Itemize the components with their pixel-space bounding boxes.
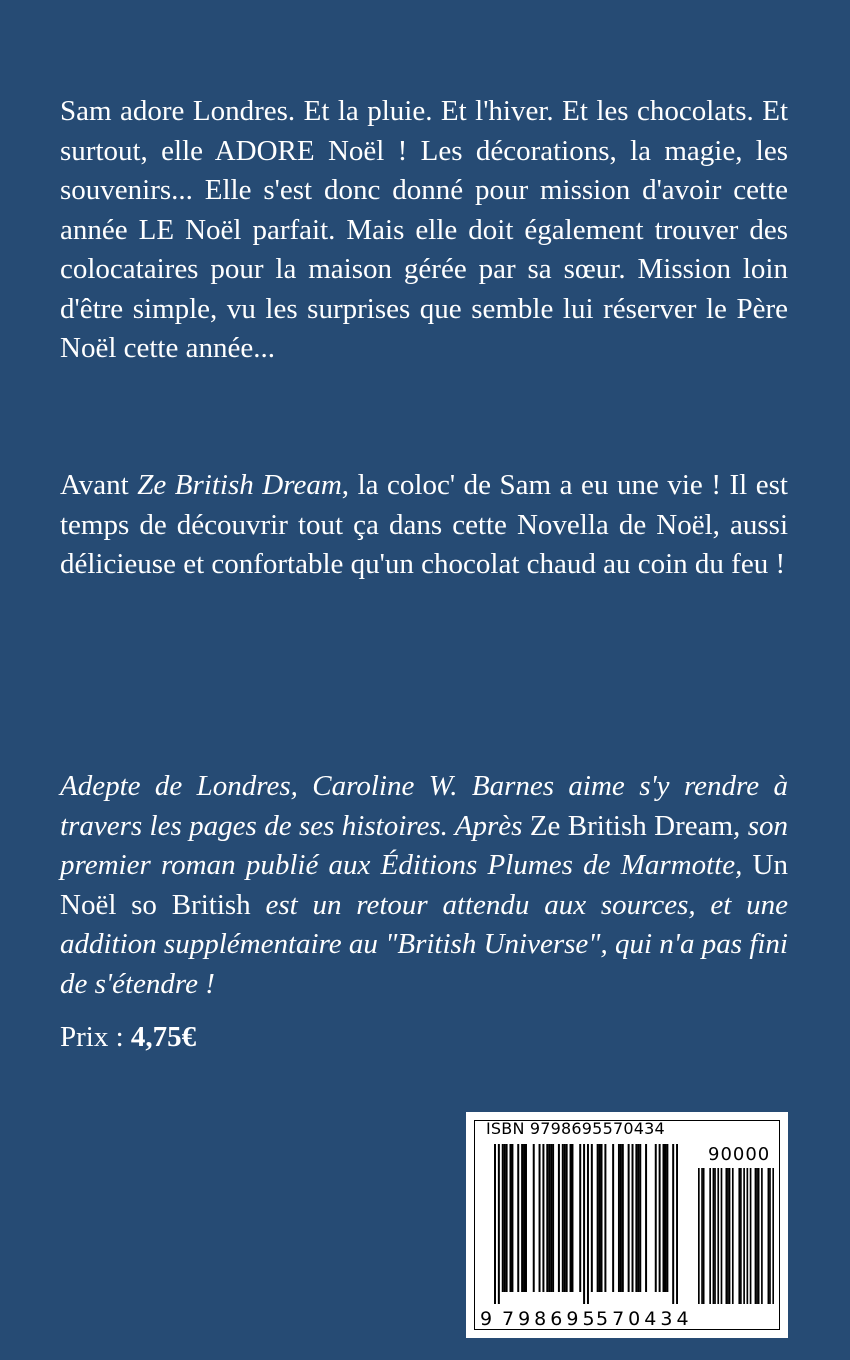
barcode-bar: [498, 1144, 500, 1304]
barcode-bar: [637, 1144, 639, 1292]
addon-barcode-bars: [698, 1168, 774, 1304]
isbn-label: ISBN 9798695570434: [486, 1119, 665, 1138]
barcode-bar: [639, 1144, 641, 1292]
barcode-bar: [539, 1144, 541, 1292]
barcode-bar: [562, 1144, 564, 1292]
barcode-bar: [676, 1144, 678, 1304]
addon-bar: [743, 1168, 745, 1304]
barcode-bar: [659, 1144, 661, 1292]
barcode-bar: [664, 1144, 666, 1292]
barcode-digit-first: 9: [480, 1308, 493, 1330]
barcode-bar: [666, 1144, 668, 1292]
barcode-bar: [571, 1144, 573, 1292]
barcode-bar: [523, 1144, 525, 1292]
barcode-bar: [494, 1144, 496, 1304]
barcode-bar: [566, 1144, 568, 1292]
barcode-bar: [564, 1144, 566, 1292]
addon-bar: [698, 1168, 700, 1304]
addon-bar: [740, 1168, 742, 1304]
barcode-bar: [502, 1144, 504, 1292]
addon-bar: [709, 1168, 711, 1304]
barcode-bar: [579, 1144, 581, 1292]
isbn-barcode: [466, 1112, 788, 1338]
barcode-bar: [587, 1144, 589, 1304]
barcode-bar: [548, 1144, 550, 1292]
bio-part-3: est un retour attendu aux sources, et une addition supplémentaire au "British Universe", qui n'a pas fini de s'étendre !: [60, 888, 788, 1000]
addon-bar: [747, 1168, 749, 1304]
addon-number: 90000: [708, 1144, 771, 1165]
barcode-bar: [525, 1144, 527, 1292]
barcode-bar: [550, 1144, 552, 1292]
barcode-bar: [635, 1144, 637, 1292]
barcode-digits-right: 570434: [596, 1308, 693, 1330]
barcode-bar: [628, 1144, 630, 1292]
barcode-bar: [542, 1144, 544, 1292]
addon-bar: [701, 1168, 703, 1304]
blurb-lead: Avant: [60, 469, 138, 501]
blurb-rest: , la coloc' de Sam a eu une vie ! Il est temps de découvrir tout ça dans cette Novella de Noël, aussi délicieuse et confortable qu'un chocolat chaud au coin du feu !: [60, 469, 788, 580]
addon-bar: [772, 1168, 774, 1304]
bio-book-2: Un Noël so British: [60, 849, 788, 921]
barcode-bar: [672, 1144, 674, 1304]
addon-bar: [755, 1168, 757, 1304]
barcode-bar: [506, 1144, 508, 1292]
barcode-bar: [509, 1144, 511, 1292]
addon-bar: [750, 1168, 752, 1304]
addon-bar: [768, 1168, 770, 1304]
addon-bar: [714, 1168, 716, 1304]
addon-bar: [721, 1168, 723, 1304]
book-title-ze-british-dream: Ze British Dream: [137, 469, 342, 501]
blurb-paragraph-2: [60, 466, 788, 585]
addon-bar: [713, 1168, 715, 1304]
barcode-bar: [521, 1144, 523, 1292]
barcode-digits-left: 798695: [502, 1308, 599, 1330]
barcode-bar: [604, 1144, 606, 1292]
price-line: [60, 1018, 196, 1058]
price-value: 4,75€: [130, 1021, 197, 1053]
addon-bar: [727, 1168, 729, 1304]
barcode-bar: [558, 1144, 560, 1292]
addon-bar: [717, 1168, 719, 1304]
addon-bar: [769, 1168, 771, 1304]
addon-bar: [761, 1168, 763, 1304]
author-bio: [60, 767, 788, 1004]
barcode-bar: [533, 1144, 535, 1292]
barcode-bar: [583, 1144, 585, 1304]
addon-bar: [758, 1168, 760, 1304]
price-label: Prix :: [60, 1021, 131, 1053]
barcode-bar: [570, 1144, 572, 1292]
barcode-bar: [599, 1144, 601, 1292]
barcode-bar: [622, 1144, 624, 1292]
barcode-bar: [612, 1144, 614, 1292]
barcode-bars: [494, 1144, 678, 1304]
barcode-bar: [517, 1144, 519, 1292]
bio-part-2: , son premier roman publié aux Éditions Plumes de Marmotte,: [60, 809, 788, 881]
addon-bar: [725, 1168, 727, 1304]
barcode-bar: [601, 1144, 603, 1292]
barcode-bar: [504, 1144, 506, 1292]
barcode-bar: [546, 1144, 548, 1292]
barcode-bar: [552, 1144, 554, 1292]
bio-book-1: Ze British Dream: [529, 809, 734, 842]
barcode-bar: [597, 1144, 599, 1292]
barcode-bar: [618, 1144, 620, 1292]
addon-bar: [732, 1168, 734, 1304]
barcode-bar: [655, 1144, 657, 1292]
barcode-bar: [632, 1144, 634, 1292]
barcode-bar: [663, 1144, 665, 1292]
addon-bar: [703, 1168, 705, 1304]
barcode-bar: [511, 1144, 513, 1292]
addon-bar: [738, 1168, 740, 1304]
bio-part-1: Adepte de Londres, Caroline W. Barnes aime s'y rendre à travers les pages de ses histoires. Après: [60, 770, 788, 842]
barcode-digits: [480, 1308, 693, 1330]
barcode-bar: [591, 1144, 593, 1292]
barcode-bar: [645, 1144, 647, 1292]
barcode-bar: [620, 1144, 622, 1292]
blurb-paragraph-1: Sam adore Londres. Et la pluie. Et l'hiver. Et les chocolats. Et surtout, elle ADORE Noël ! Les décorations, la magie, les souvenirs... Elle s'est donc donné pour mission d'avoir cette année LE Noël parfait. Mais elle doit également trouver des colocataires pour la maison gérée par sa sœur. Mission loin d'être simple, vu les surprises que semble lui réserver le Père Noël cette année...: [60, 95, 788, 364]
addon-bar: [756, 1168, 758, 1304]
addon-bar: [729, 1168, 731, 1304]
